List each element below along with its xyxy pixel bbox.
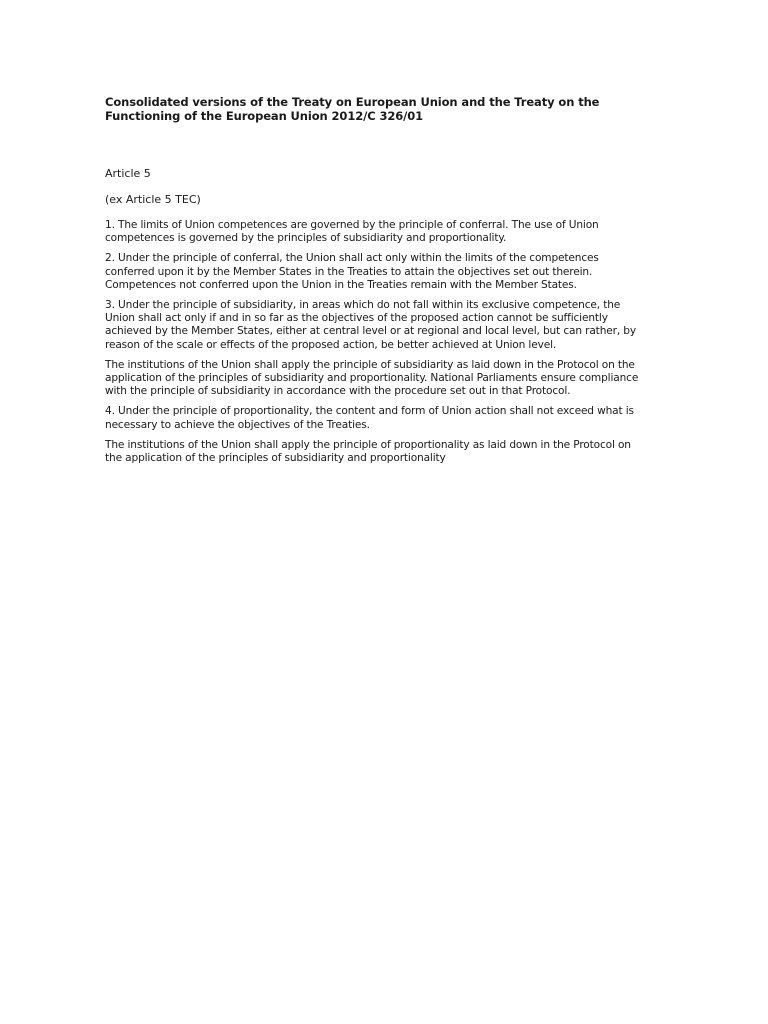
paragraph-1: 1. The limits of Union competences are governed by the principle of conferral. The use of Union competences is governed by the principles of subsidiarity and proportionality. (105, 219, 599, 245)
document-title: Consolidated versions of the Treaty on European Union and the Treaty on the Functioning of the European Union 2012/C 326/01 (105, 95, 600, 123)
ex-article-reference: (ex Article 5 TEC) (105, 193, 201, 206)
article-number: Article 5 (105, 167, 151, 180)
paragraph-3-protocol: The institutions of the Union shall apply the principle of subsidiarity as laid down in the Protocol on the application of the principles of subsidiarity and proportionality. National Parliaments ensure compliance with the principle of subsidiarity in accordance with the procedure set out in that Protocol. (105, 358, 639, 398)
paragraph-4-protocol: The institutions of the Union shall apply the principle of proportionality as laid down in the Protocol on the application of the principles of subsidiarity and proportionality (105, 438, 631, 465)
paragraph-3: 3. Under the principle of subsidiarity, in areas which do not fall within its exclusive competence, the Union shall act only if and in so far as the objectives of the proposed action cannot be sufficiently achieved by the Member States, either at central level or at regional and local level, but can rather, by reason of the scale or effects of the proposed action, be better achieved at Union level. (105, 299, 636, 351)
document-page (105, 95, 650, 472)
paragraph-2: 2. Under the principle of conferral, the Union shall act only within the limits of the competences conferred upon it by the Member States in the Treaties to attain the objectives set out therein. Competences not conferred upon the Union in the Treaties remain with the Member States. (105, 252, 599, 291)
paragraph-4: 4. Under the principle of proportionality, the content and form of Union action shall not exceed what is necessary to achieve the objectives of the Treaties. (105, 405, 634, 431)
